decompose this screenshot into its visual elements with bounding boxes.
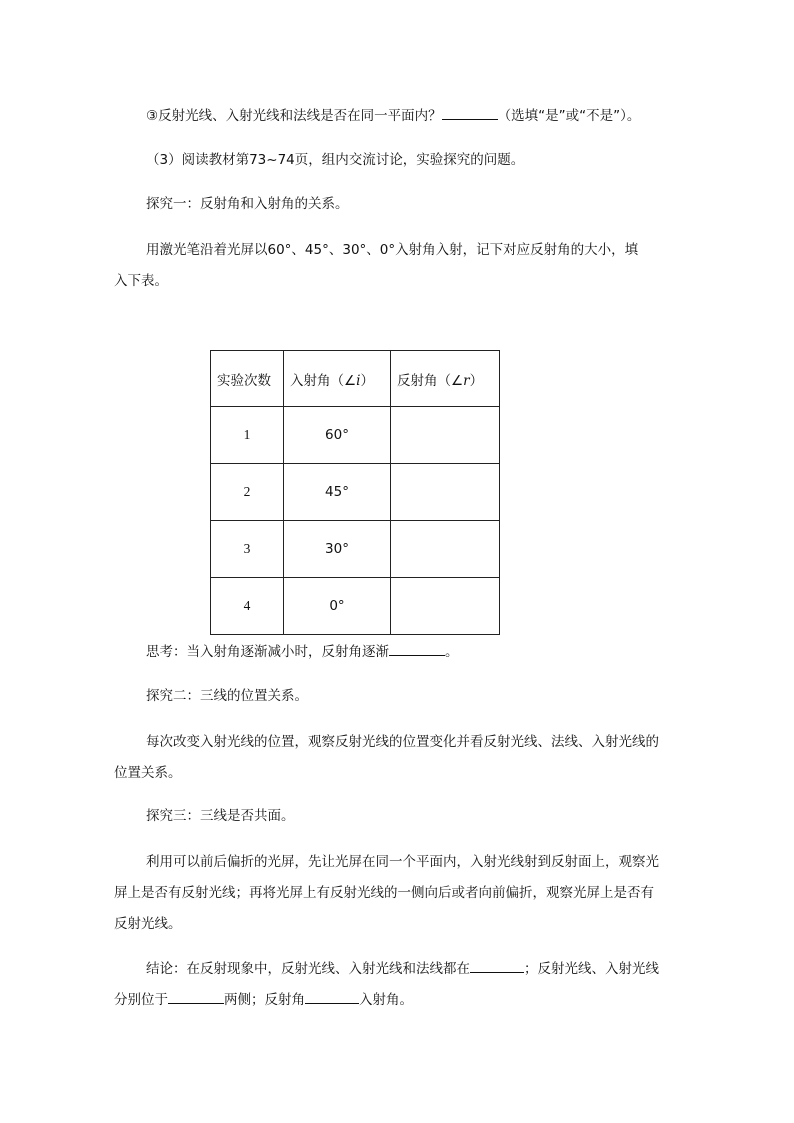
explore-3-line-2: 屏上是否有反射光线；再将光屏上有反射光线的一侧向后或者向前偏折，观察光屏上是否有 xyxy=(114,885,654,901)
cell-reflect-input[interactable] xyxy=(391,578,500,635)
question-3-text: ③反射光线、入射光线和法线是否在同一平面内？ xyxy=(146,108,442,124)
answer-blank-angle-relation[interactable] xyxy=(305,990,359,1004)
conclusion-text-2: ；反射光线、入射光线 xyxy=(524,961,659,977)
conclusion-text-4: 两侧；反射角 xyxy=(224,992,305,1008)
question-3-item xyxy=(146,104,640,124)
table-row xyxy=(211,464,500,521)
table-row xyxy=(211,521,500,578)
thinking-text: 思考：当入射角逐渐减小时，反射角逐渐 xyxy=(146,644,389,660)
explore-1-title: 探究一：反射角和入射角的关系。 xyxy=(146,196,349,212)
question-3-hint: （选填“是”或“不是”）。 xyxy=(497,108,641,124)
thinking-question xyxy=(146,640,459,660)
cell-reflect-input[interactable] xyxy=(391,464,500,521)
explore-1-instruction-line-2: 入下表。 xyxy=(114,273,168,289)
explore-1-instruction-line-1: 用激光笔沿着光屏以60°、45°、30°、0°入射角入射，记下对应反射角的大小，填 xyxy=(146,242,639,258)
conclusion-line-1 xyxy=(146,957,659,977)
header-reflection-angle: 反射角（∠r） xyxy=(391,351,500,407)
conclusion-text-1: 结论：在反射现象中，反射光线、入射光线和法线都在 xyxy=(146,961,470,977)
cell-trial: 4 xyxy=(211,578,284,635)
explore-3-line-1: 利用可以前后偏折的光屏，先让光屏在同一个平面内，入射光线射到反射面上，观察光 xyxy=(146,854,659,870)
cell-trial: 1 xyxy=(211,407,284,464)
explore-2-title: 探究二：三线的位置关系。 xyxy=(146,688,308,704)
conclusion-text-3: 分别位于 xyxy=(114,992,168,1008)
cell-incident: 60° xyxy=(284,407,391,464)
table-header-row xyxy=(211,351,500,407)
cell-incident: 45° xyxy=(284,464,391,521)
explore-3-title: 探究三：三线是否共面。 xyxy=(146,808,295,824)
answer-blank-plane[interactable] xyxy=(470,959,524,973)
header-trial: 实验次数 xyxy=(211,351,284,407)
explore-3-line-3: 反射光线。 xyxy=(114,916,182,932)
answer-blank-sides[interactable] xyxy=(168,990,224,1004)
table-row xyxy=(211,407,500,464)
thinking-end: 。 xyxy=(445,644,459,660)
answer-blank-coplanar[interactable] xyxy=(442,106,498,120)
conclusion-text-5: 入射角。 xyxy=(359,992,413,1008)
cell-reflect-input[interactable] xyxy=(391,407,500,464)
explore-2-line-1: 每次改变入射光线的位置，观察反射光线的位置变化并看反射光线、法线、入射光线的 xyxy=(146,734,659,750)
cell-trial: 3 xyxy=(211,521,284,578)
answer-blank-trend[interactable] xyxy=(389,642,445,656)
conclusion-line-2 xyxy=(114,988,413,1008)
cell-trial: 2 xyxy=(211,464,284,521)
cell-reflect-input[interactable] xyxy=(391,521,500,578)
explore-2-line-2: 位置关系。 xyxy=(114,765,182,781)
section-3-intro: （3）阅读教材第73~74页，组内交流讨论，实验探究的问题。 xyxy=(146,152,525,168)
header-incident-angle: 入射角（∠i） xyxy=(284,351,391,407)
reflection-data-table xyxy=(210,350,500,635)
table-row xyxy=(211,578,500,635)
cell-incident: 30° xyxy=(284,521,391,578)
cell-incident: 0° xyxy=(284,578,391,635)
